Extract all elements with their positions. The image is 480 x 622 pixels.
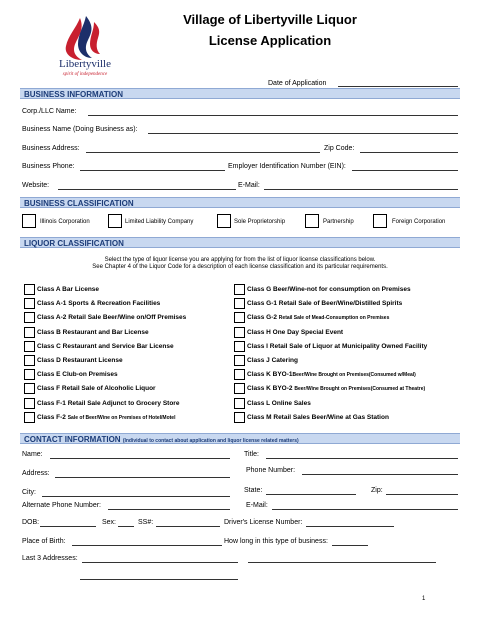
checkbox-sole-proprietorship[interactable] <box>217 214 231 228</box>
license-label-left-2 <box>37 314 186 321</box>
contact-phone-label: Phone Number: <box>246 467 296 474</box>
license-main-text: Class I Retail Sale of Liquor at Municipality Owned Facility <box>247 342 428 350</box>
license-main-text: Class A-1 Sports & Recreation Facilities <box>37 300 161 308</box>
website-field[interactable] <box>58 189 236 190</box>
business-phone-label: Business Phone: <box>22 163 75 170</box>
license-main-text: Class G-1 Retail Sale of Beer/Wine/Distilled Spirits <box>247 300 403 308</box>
contact-state-label: State: <box>244 487 263 494</box>
business-email-field[interactable] <box>264 189 458 190</box>
page-title <box>150 12 390 48</box>
license-checkbox-left-2[interactable] <box>24 312 35 323</box>
liquor-intro-line-1: Select the type of liquor license you are applying for from the list of liquor license classifications below. <box>104 257 376 263</box>
ss-field[interactable] <box>156 526 220 527</box>
contact-state-field[interactable] <box>266 494 356 495</box>
contact-email-field[interactable] <box>272 509 458 510</box>
section-business-information: BUSINESS INFORMATION <box>20 88 460 99</box>
contact-name-label: Name: <box>22 451 43 458</box>
dob-field[interactable] <box>40 526 96 527</box>
license-label-left-7 <box>37 385 156 392</box>
license-checkbox-left-4[interactable] <box>24 341 35 352</box>
license-checkbox-left-6[interactable] <box>24 369 35 380</box>
business-address-field[interactable] <box>86 152 320 153</box>
ss-label: SS#: <box>138 519 154 526</box>
license-main-text: Class G-2 <box>247 314 279 322</box>
license-detail-text: Retail Sale of Mead-Consumption on Premises <box>278 315 390 322</box>
contact-address-field[interactable] <box>55 477 230 478</box>
ein-label: Employer Identification Number (EIN): <box>228 163 346 170</box>
checkbox-partnership[interactable] <box>305 214 319 228</box>
how-long-label: How long in this type of business: <box>224 538 328 545</box>
license-label-left-3 <box>37 329 149 336</box>
label-foreign-corporation: Foreign Corporation <box>392 219 446 225</box>
dob-label: DOB: <box>22 519 40 526</box>
business-address-label: Business Address: <box>22 145 80 152</box>
license-label-left-4 <box>37 343 174 350</box>
village-logo <box>50 14 120 80</box>
contact-note: (Individual to contact about application and liquor license related matters) <box>122 438 299 444</box>
license-main-text: Class F-1 Retail Sale Adjunct to Grocery Store <box>37 399 180 407</box>
section-business-classification: BUSINESS CLASSIFICATION <box>20 197 460 208</box>
pob-label: Place of Birth: <box>22 538 66 545</box>
license-label-right-8 <box>247 400 311 407</box>
license-checkbox-right-0[interactable] <box>234 284 245 295</box>
license-detail-text: Beer/Wine Brought on Premises(Consumed at Theatre) <box>294 386 426 393</box>
title-line-1: Village of Libertyville Liquor <box>183 12 357 27</box>
last-addresses-label: Last 3 Addresses: <box>22 555 78 562</box>
corp-field[interactable] <box>88 115 458 116</box>
contact-phone-field[interactable] <box>302 474 458 475</box>
license-checkbox-left-7[interactable] <box>24 383 35 394</box>
license-label-right-4 <box>247 343 427 350</box>
checkbox-llc[interactable] <box>108 214 122 228</box>
label-llc: Limited Liability Company <box>125 219 194 225</box>
license-main-text: Class F-2 <box>37 413 68 421</box>
zip-code-label: Zip Code: <box>324 145 355 152</box>
license-main-text: Class M Retail Sales Beer/Wine at Gas Station <box>247 413 389 421</box>
license-main-text: Class A Bar License <box>37 286 100 293</box>
license-checkbox-right-7[interactable] <box>234 383 245 394</box>
license-main-text: Class F Retail Sale of Alcoholic Liquor <box>37 385 156 393</box>
zip-code-field[interactable] <box>360 152 458 153</box>
license-main-text: Class L Online Sales <box>247 399 311 407</box>
last-address-1-field[interactable] <box>82 562 238 563</box>
license-label-left-6 <box>37 371 118 378</box>
dba-field[interactable] <box>148 133 458 134</box>
license-main-text: Class K BYO-2 <box>247 385 295 393</box>
dl-label: Driver's License Number: <box>224 519 303 526</box>
license-checkbox-right-8[interactable] <box>234 398 245 409</box>
date-of-application-field[interactable] <box>338 86 458 87</box>
alt-phone-field[interactable] <box>108 509 230 510</box>
section-contact-information <box>20 433 460 444</box>
license-checkbox-right-9[interactable] <box>234 412 245 423</box>
license-checkbox-right-6[interactable] <box>234 369 245 380</box>
how-long-field[interactable] <box>332 545 368 546</box>
license-label-right-9 <box>247 414 389 421</box>
license-label-right-2 <box>247 314 389 321</box>
label-illinois-corporation: Illinois Corporation <box>40 219 90 225</box>
license-label-left-9 <box>37 414 175 421</box>
contact-zip-label: Zip: <box>371 487 383 494</box>
contact-title-label: Title: <box>244 451 259 458</box>
license-label-right-6 <box>247 371 416 378</box>
license-detail-text: Beer/Wine Brought on Premises(Consumed w/Meal) <box>292 372 416 379</box>
license-checkbox-right-4[interactable] <box>234 341 245 352</box>
liquor-intro-line-2: See Chapter 4 of the Liquor Code for a description of each license classification and its particular requirements. <box>92 264 388 270</box>
checkbox-foreign-corporation[interactable] <box>373 214 387 228</box>
contact-email-label: E-Mail: <box>246 502 268 509</box>
license-checkbox-left-8[interactable] <box>24 398 35 409</box>
license-checkbox-left-0[interactable] <box>24 284 35 295</box>
contact-city-label: City: <box>22 489 36 496</box>
website-label: Website: <box>22 182 50 189</box>
dba-label: Business Name (Doing Business as): <box>22 126 138 133</box>
logo-name: Libertyville <box>59 58 111 70</box>
pob-field[interactable] <box>72 545 222 546</box>
license-checkbox-right-2[interactable] <box>234 312 245 323</box>
license-label-right-3 <box>247 329 343 336</box>
license-label-right-7 <box>247 385 425 392</box>
license-main-text: Class C Restaurant and Service Bar License <box>37 342 174 350</box>
business-phone-field[interactable] <box>80 170 225 171</box>
license-detail-text: Sale of Beer/Wine on Premises of Hotel/Motel <box>67 414 176 421</box>
license-main-text: Class H One Day Special Event <box>247 328 344 336</box>
license-main-text: Class D Restaurant License <box>37 357 123 364</box>
last-address-2-field[interactable] <box>248 562 436 563</box>
license-label-left-8 <box>37 400 179 407</box>
dl-field[interactable] <box>306 526 394 527</box>
license-main-text: Class K BYO-1 <box>247 371 293 379</box>
license-main-text: Class G Beer/Wine-not for consumption on Premises <box>247 286 411 293</box>
license-checkbox-left-1[interactable] <box>24 298 35 309</box>
contact-heading: CONTACT INFORMATION <box>24 435 121 444</box>
section-liquor-classification: LIQUOR CLASSIFICATION <box>20 237 460 248</box>
license-checkbox-right-5[interactable] <box>234 355 245 366</box>
license-checkbox-left-5[interactable] <box>24 355 35 366</box>
license-label-left-0 <box>37 286 99 293</box>
license-label-right-1 <box>247 300 402 307</box>
license-label-left-5 <box>37 357 123 364</box>
sex-label: Sex: <box>102 519 117 526</box>
last-address-3-field[interactable] <box>80 579 238 580</box>
license-label-right-5 <box>247 357 298 364</box>
license-checkbox-left-3[interactable] <box>24 327 35 338</box>
license-main-text: Class B Restaurant and Bar License <box>37 328 149 336</box>
checkbox-illinois-corporation[interactable] <box>22 214 36 228</box>
sex-field[interactable] <box>118 526 134 527</box>
ein-field[interactable] <box>352 170 458 171</box>
contact-title-field[interactable] <box>266 458 458 459</box>
license-checkbox-right-1[interactable] <box>234 298 245 309</box>
flag-logo-icon <box>50 14 120 64</box>
business-email-label: E-Mail: <box>238 182 260 189</box>
license-checkbox-right-3[interactable] <box>234 327 245 338</box>
corp-label: Corp./LLC Name: <box>22 108 77 115</box>
contact-city-field[interactable] <box>42 496 230 497</box>
license-main-text: Class J Catering <box>247 357 298 364</box>
title-line-2: License Application <box>208 33 332 48</box>
date-of-application-label: Date of Application <box>268 80 327 87</box>
label-sole-proprietorship: Sole Proprietorship <box>234 219 286 225</box>
contact-zip-field[interactable] <box>386 494 458 495</box>
license-main-text: Class E Club-on Premises <box>37 371 118 379</box>
contact-name-field[interactable] <box>50 458 230 459</box>
contact-address-label: Address: <box>22 470 50 477</box>
logo-tagline: spirit of independence <box>62 72 108 77</box>
label-partnership: Partnership <box>323 219 354 225</box>
alt-phone-label: Alternate Phone Number: <box>22 502 101 509</box>
license-label-right-0 <box>247 286 411 293</box>
license-checkbox-left-9[interactable] <box>24 412 35 423</box>
license-label-left-1 <box>37 300 160 307</box>
license-main-text: Class A-2 Retail Sale Beer/Wine on/Off Premises <box>37 314 187 322</box>
page-number: 1 <box>422 596 426 602</box>
